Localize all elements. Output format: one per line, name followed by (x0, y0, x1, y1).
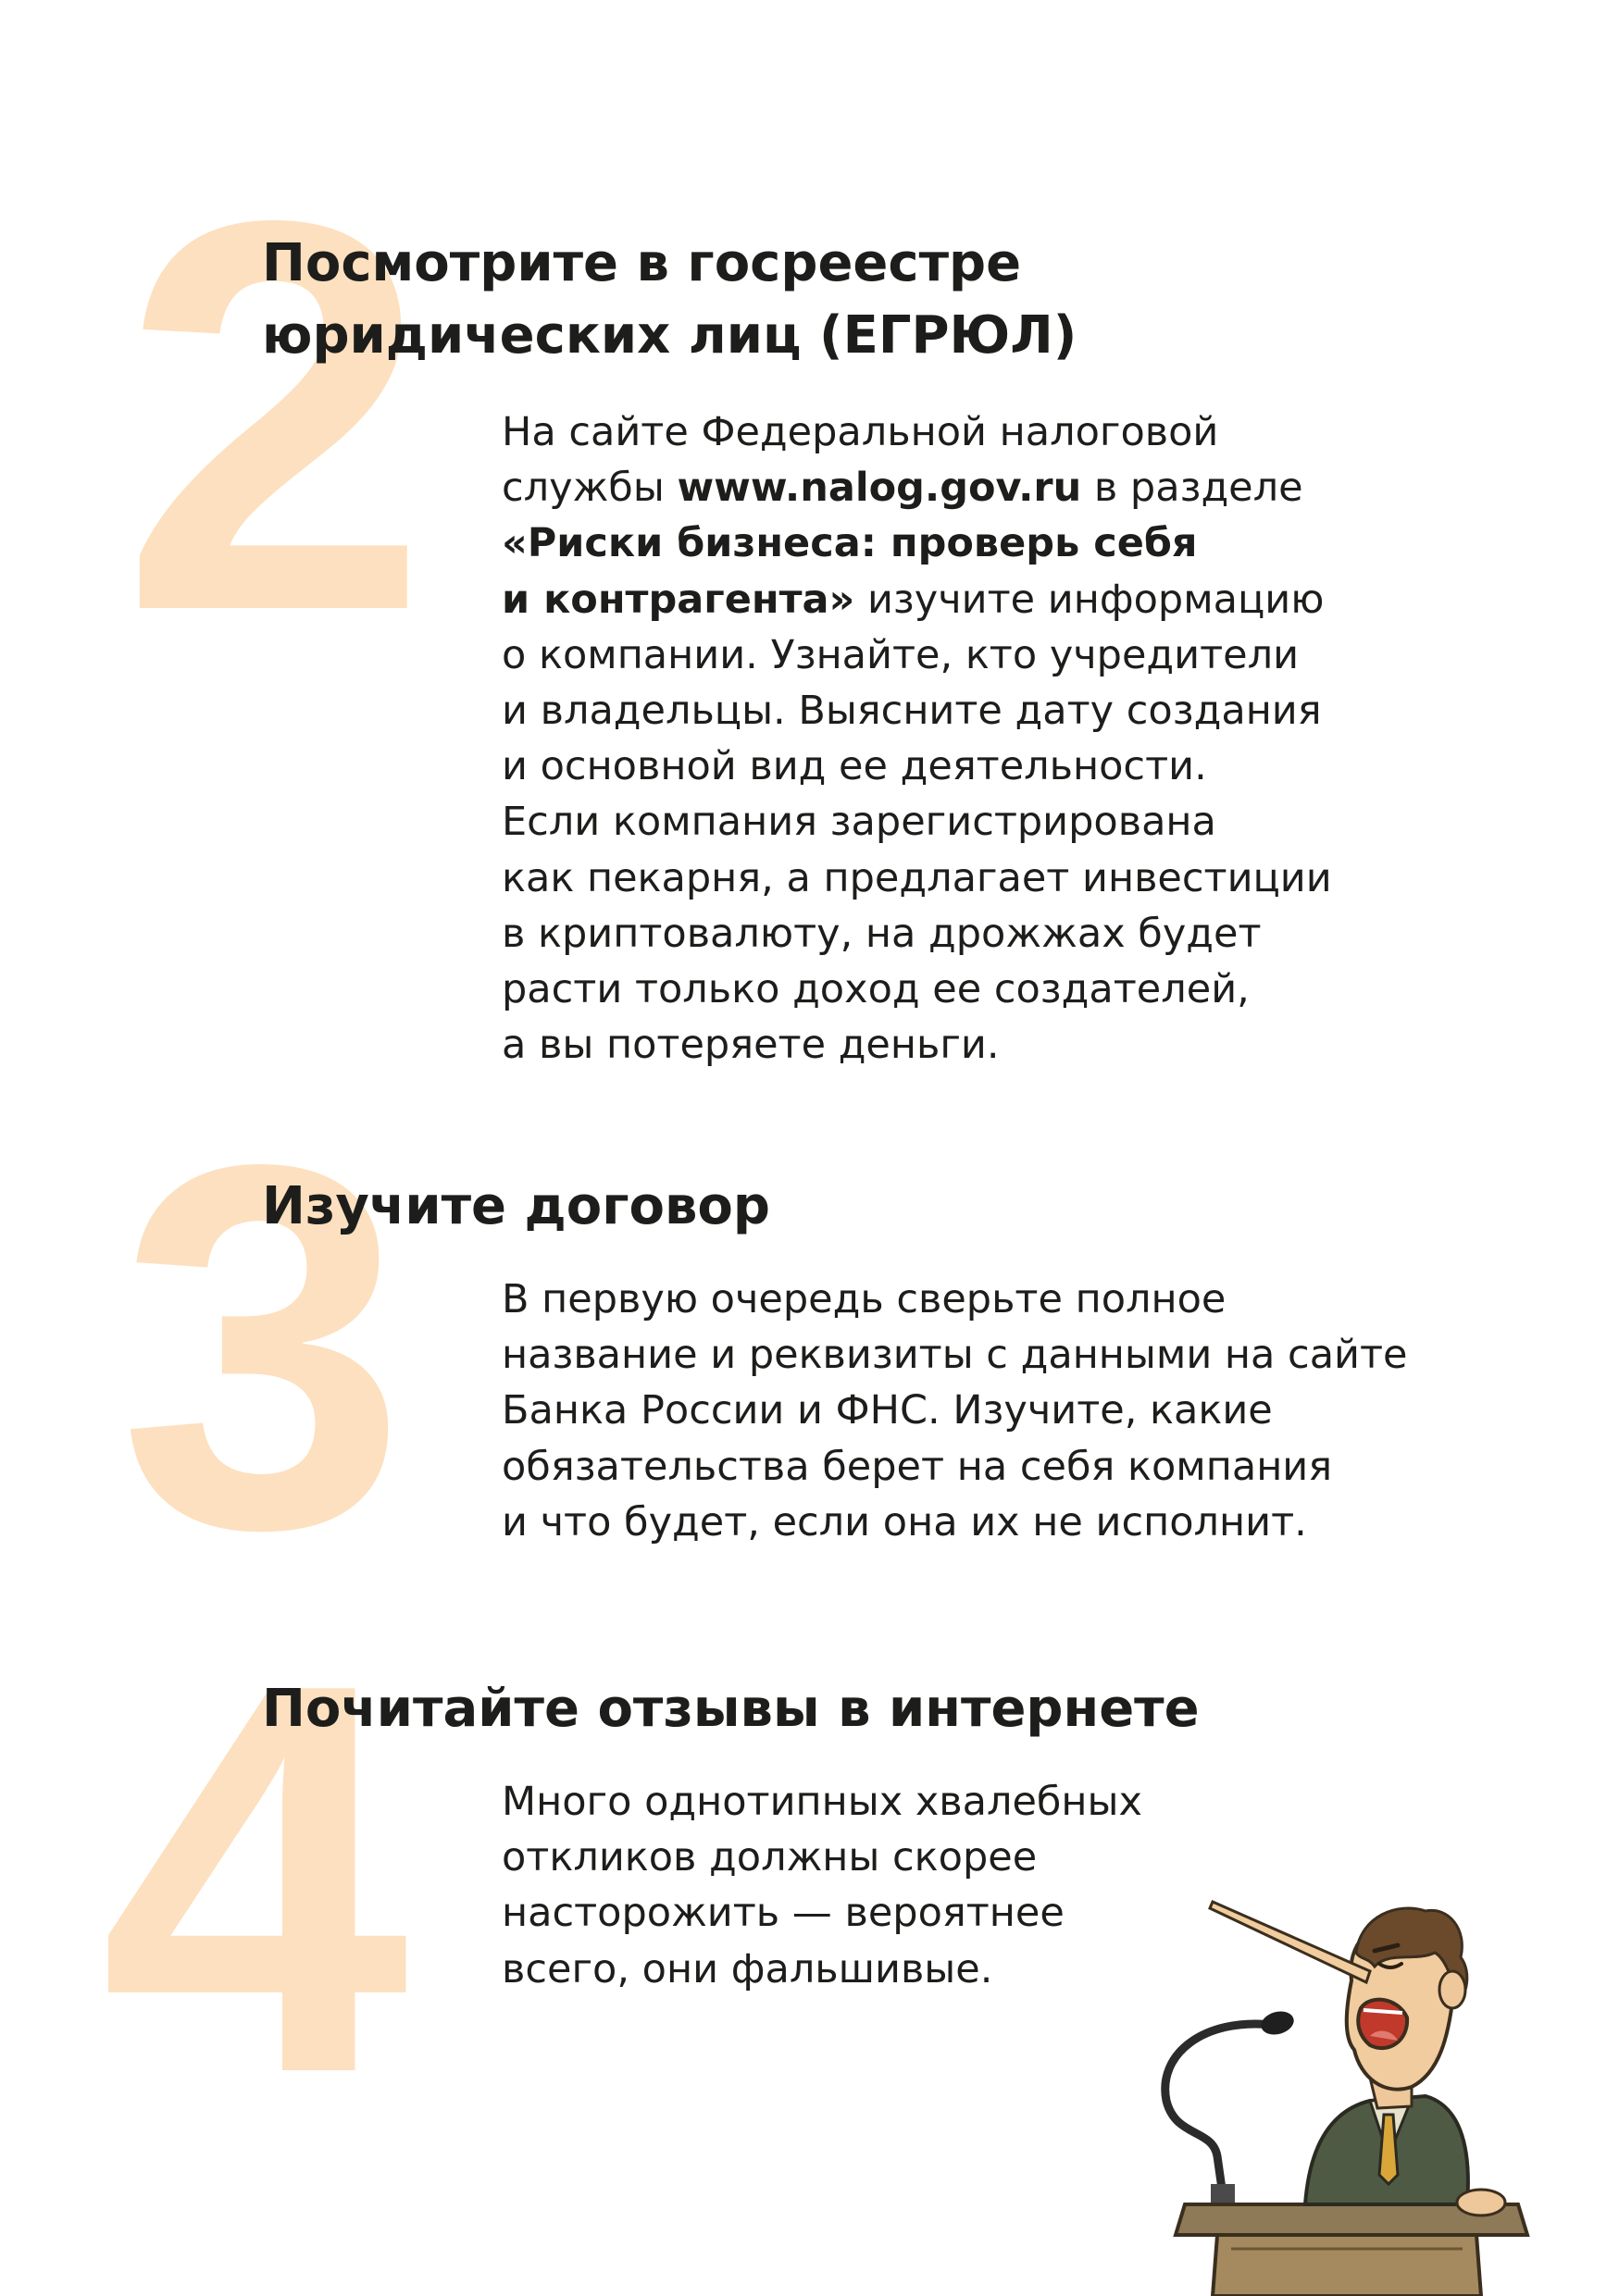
section-title-egrul (262, 228, 1077, 372)
body-line: На сайте Федеральной налоговой (502, 409, 1219, 455)
body-line: службы www.nalog.gov.ru в разделе (502, 465, 1303, 512)
body-line: расти только доход ее создателей, (502, 966, 1250, 1013)
body-line: название и реквизиты с данными на сайте (502, 1332, 1408, 1379)
body-line: Банка России и ФНС. Изучите, какие (502, 1387, 1273, 1434)
body-line: как пекарня, а предлагает инвестиции (502, 854, 1332, 901)
body-line: о компании. Узнайте, кто учредители (502, 631, 1300, 678)
body-line: обязательства берет на себя компания (502, 1443, 1333, 1490)
section-body-reviews (502, 1774, 1142, 1997)
section-name-risks: «Риски бизнеса: проверь себя (502, 520, 1198, 567)
body-line: и контрагента» изучите информацию (502, 576, 1325, 623)
body-line: и владельцы. Выясните дату создания (502, 688, 1322, 735)
body-line: в криптовалюту, на дрожжах будет (502, 910, 1262, 957)
body-line: всего, они фальшивые. (502, 1945, 993, 1992)
section-title-line: Посмотрите в госреестре (262, 233, 1022, 293)
website-link-nalog[interactable]: www.nalog.gov.ru (677, 465, 1082, 512)
body-line: Много однотипных хвалебных (502, 1779, 1142, 1825)
body-line: а вы потеряете деньги. (502, 1022, 1000, 1069)
section-title-contract (262, 1171, 770, 1243)
body-line: откликов должны скорее (502, 1834, 1038, 1881)
section-number-3: 3 (118, 1057, 398, 1636)
body-line (502, 515, 1332, 571)
body-line: и что будет, если она их не исполнит. (502, 1498, 1307, 1545)
body-line: и основной вид ее деятельности. (502, 743, 1207, 790)
section-title-reviews (262, 1673, 1200, 1745)
section-name-risks: и контрагента» (502, 576, 855, 623)
section-body-contract (502, 1272, 1408, 1550)
body-line: насторожить — вероятнее (502, 1890, 1065, 1937)
section-number-4: 4 (100, 1569, 400, 2189)
body-line: Если компания зарегистрирована (502, 799, 1216, 846)
section-title-line: Изучите договор (262, 1176, 770, 1236)
section-title-line: юридических лиц (ЕГРЮЛ) (262, 305, 1077, 366)
pinocchio-speaker-at-podium-icon (1092, 1879, 1583, 2296)
section-title-line: Почитайте отзывы в интернете (262, 1679, 1200, 1739)
body-line: В первую очередь сверьте полное (502, 1276, 1227, 1322)
section-body-egrul (502, 404, 1332, 1073)
section-number-2: 2 (120, 106, 420, 726)
